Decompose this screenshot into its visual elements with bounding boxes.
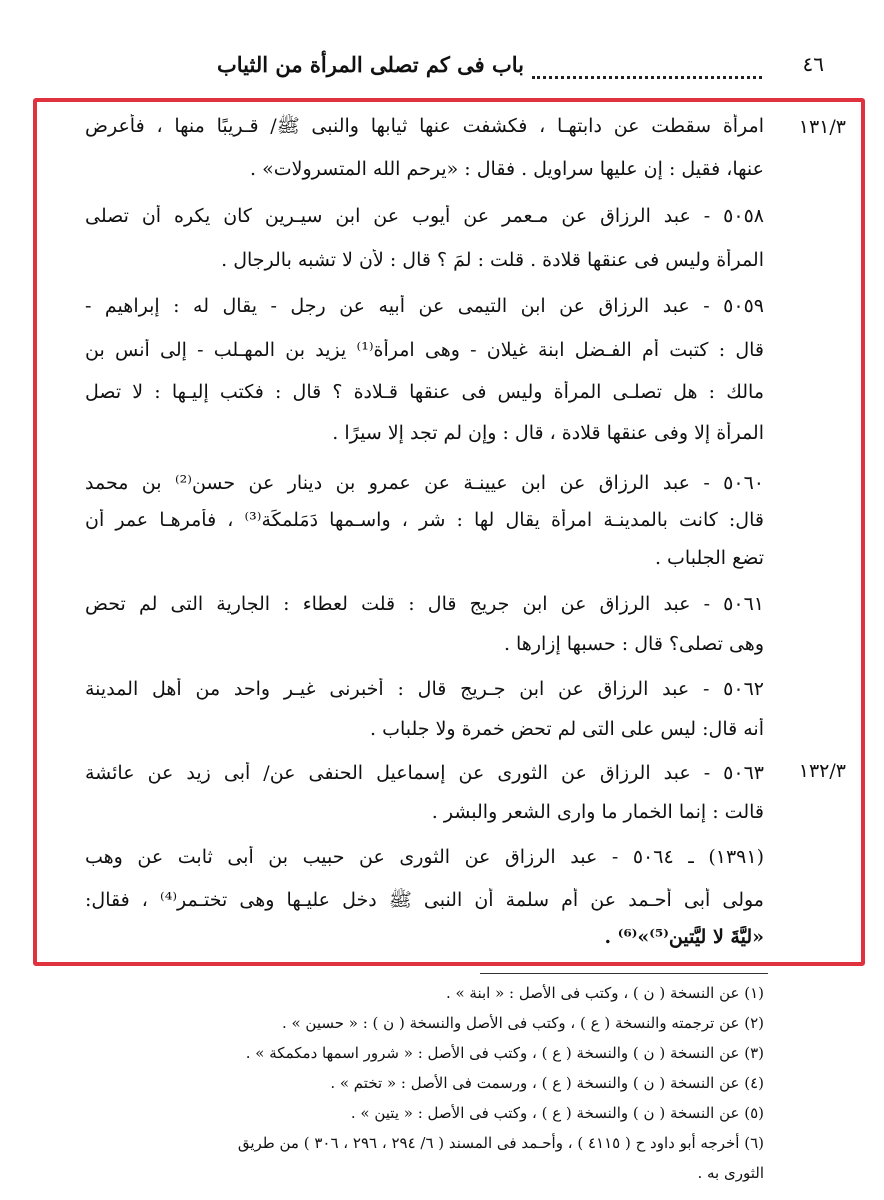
text-line: مالك : هل تصلـى المرأة وليس فى عنقها قـلادة ؟ قال : فكتب إليـها : لا تصل [85, 381, 764, 403]
footnote: (٢) عن ترجمته والنسخة ( ع ) ، وكتب فى الأصل والنسخة ( ن ) : « حسين » . [281, 1014, 764, 1032]
text-line: ٥٠٦٠ - عبد الرزاق عن ابن عيينـة عن عمرو بن دينار عن حسن⁽²⁾ بن محمد [85, 472, 764, 494]
text-line: عنها، فقيل : إن عليها سراويل . فقال : «يرحم الله المتسرولات» . [250, 158, 764, 180]
text-line: مولى أبى أحـمد عن أم سلمة أن النبى ﷺ دخل عليـها وهى تختـمر⁽⁴⁾ ، فقال: [85, 889, 764, 911]
footnote: الثورى به . [697, 1164, 764, 1182]
footnote-separator [480, 973, 768, 974]
text-line: تضع الجلباب . [654, 547, 764, 569]
text-line: قال: كانت بالمدينـة امرأة يقال لها : شر ، واسـمها دَمَلمكَة⁽³⁾ ، فأمرهـا عمر أن [85, 509, 764, 531]
text-line: قالت : إنما الخمار ما وارى الشعر والبشر . [431, 801, 764, 823]
highlight-frame [33, 98, 865, 966]
footnote: (٦) أخرجه أبو داود ح ( ٤١١٥ ) ، وأحـمد فى المسند ( ٦/ ٢٩٤ ، ٢٩٦ ، ٣٠٦ ) من طريق [237, 1134, 764, 1152]
text-line: ٥٠٥٨ - عبد الرزاق عن مـعمر عن أيوب عن ابن سيـرين كان يكره أن تصلى [85, 205, 764, 227]
page-header [70, 52, 824, 90]
footnote: (٣) عن النسخة ( ن ) والنسخة ( ع ) ، وكتب فى الأصل : « شرور اسمها دمكمكة » . [245, 1044, 764, 1062]
text-line: (١٣٩١) ـ ٥٠٦٤ - عبد الرزاق عن الثورى عن حبيب بن أبى ثابت عن وهب [85, 846, 764, 868]
text-line: امرأة سقطت عن دابتهـا ، فكشفت عنها ثيابها والنبى ﷺ/ قـريبًا منها ، فأعرض [85, 115, 764, 137]
header-dotted-leader [532, 54, 762, 79]
text-line: المرأة إلا وفى عنقها قلادة ، قال : وإن لم تجد إلا سيرًا . [332, 422, 764, 444]
text-line: ٥٠٦٢ - عبد الرزاق عن ابن جـريج قال : أخبرنى غيـر واحد من أهل المدينة [85, 678, 764, 700]
page-number: ٤٦ [802, 52, 824, 76]
footnote: (١) عن النسخة ( ن ) ، وكتب فى الأصل : « ابنة » . [445, 984, 764, 1002]
margin-reference: ١٣١/٣ [798, 116, 846, 138]
footnote: (٤) عن النسخة ( ن ) والنسخة ( ع ) ، ورسمت فى الأصل : « تختم » . [330, 1074, 764, 1092]
text-line: وهى تصلى؟ قال : حسبها إزارها . [503, 633, 764, 655]
text-line: المرأة وليس فى عنقها قلادة . قلت : لمَ ؟ قال : لأن لا تشبه بالرجال . [221, 249, 764, 271]
margin-reference: ١٣٢/٣ [798, 760, 846, 782]
text-line: ٥٠٦٣ - عبد الرزاق عن الثورى عن إسماعيل الحنفى عن/ أبى زيد عن عائشة [85, 762, 764, 784]
text-line: قال : كتبت أم الفـضل ابنة غيلان - وهى امرأة⁽¹⁾ يزيد بن المهـلب - إلى أنس بن [85, 339, 764, 361]
chapter-title: باب فى كم تصلى المرأة من الثياب [216, 52, 524, 77]
text-line: ٥٠٥٩ - عبد الرزاق عن ابن التيمى عن أبيه عن رجل - يقال له : إبراهيم - [85, 295, 764, 317]
text-line: ٥٠٦١ - عبد الرزاق عن ابن جريج قال : قلت لعطاء : الجارية التى لم تحض [85, 593, 764, 615]
text-line: «ليَّةَ لا ليَّتين⁽⁵⁾»⁽⁶⁾ . [604, 926, 764, 948]
text-line: أنه قال: ليس على التى لم تحض خمرة ولا جلباب . [370, 718, 764, 740]
footnote: (٥) عن النسخة ( ن ) والنسخة ( ع ) ، وكتب فى الأصل : « يتين » . [350, 1104, 764, 1122]
